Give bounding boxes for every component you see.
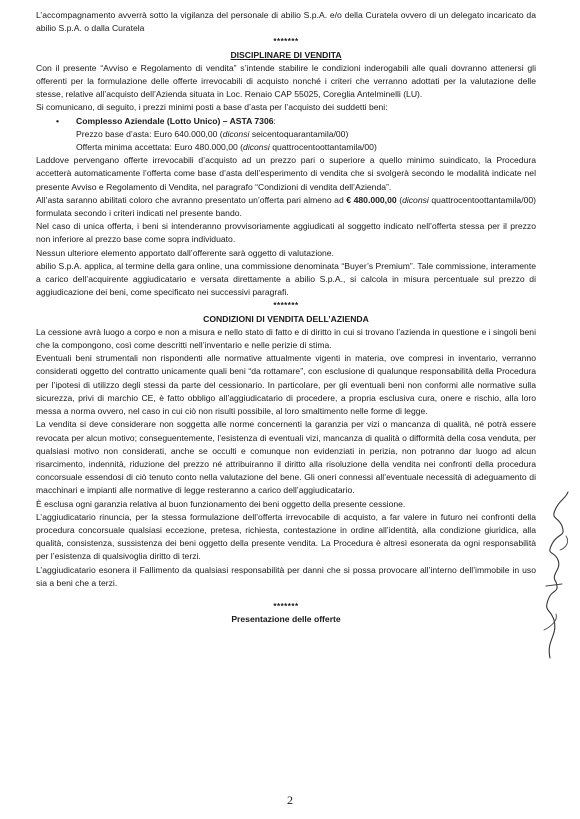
paragraph-nessun: Nessun ulteriore elemento apportato dall’offerente sarà oggetto di valutazione. xyxy=(36,247,334,258)
base-price-diconsi: diconsi xyxy=(222,128,250,139)
lot-title xyxy=(76,115,536,128)
page-number: 2 xyxy=(287,793,293,807)
asta-prefix: All’asta saranno abilitati coloro che avranno presentato un’offerta pari almeno ad xyxy=(36,194,347,205)
intro-paragraph: L’accompagnamento avverrà sotto la vigilanza del personale di abilio S.p.A. e/o della Curatela ovvero di un delegato incaricato da abilio S.p.A. o dalla Curatela xyxy=(36,10,536,34)
paragraph-rinuncia: L’aggiudicatario rinuncia, per la stessa formulazione dell’offerta irrevocabile di acquisto, a far valere in futuro nei confronti della procedura concorsuale qualsiasi eccezione, pretesa, richiesta, contestazione in ordine all’identità, alla condizione giuridica, alla qualità, consistenza, sussistenza dei beni oggetto della presente vendita. La Procedura è altresì esonerata da ogni responsabilità per l’esistenza di qualsivoglia diritto di terzi. xyxy=(36,511,536,562)
heading-disciplinare: DISCIPLINARE DI VENDITA xyxy=(230,49,342,60)
paragraph-comunicano: Si comunicano, di seguito, i prezzi minimi posti a base d’asta per l’acquisto dei suddetti beni: xyxy=(36,102,388,113)
paragraph-esclusa: È esclusa ogni garanzia relativa al buon funzionamento dei beni oggetto della presente cessione. xyxy=(36,498,406,509)
paragraph-asta xyxy=(36,194,536,220)
asta-amount: € 480.000,00 xyxy=(346,194,397,205)
base-price-prefix: Prezzo base d’asta: Euro 640.000,00 ( xyxy=(76,128,223,139)
page-body xyxy=(36,9,536,626)
section-separator: ******* xyxy=(273,601,299,611)
heading-condizioni: CONDIZIONI DI VENDITA DELL’AZIENDA xyxy=(203,313,369,324)
paragraph-eventuali: Eventuali beni strumentali non rispondenti alle normative attualmente vigenti in materia, ove compresi in inventario, verranno considerati oggetto del contratto unicamente quali beni “da rottamare”, con esclusione di qualunque responsabilità della Procedura per l’ipotesi di utilizzo degli stessi da parte del cessionario. In particolare, per gli eventuali beni non conformi alle normative sulla sicurezza, privi di marchio CE, è fatto obbligo all’aggiudicatario di procedere, a propria esclusiva cura, onere e rischio, alla loro messa a norma ovvero, nel caso in cui ciò non risulti possibile, al loro smaltimento nelle forme di legge. xyxy=(36,353,536,417)
lot-title-colon: : xyxy=(273,115,276,126)
min-offer-suffix: quattrocentoottantamila/00) xyxy=(269,142,377,153)
paragraph-vendita: La vendita si deve considerare non soggetta alle norme concernenti la garanzia per vizi o mancanza di qualità, né potrà essere revocata per alcun motivo; conseguentemente, l’esistenza di eventuali vizi, mancanza di qualità o difformità della cosa venduta, per qualsiasi motivo non considerati, anche se occulti e comunque non evidenziati in perizia, non potranno dar luogo ad alcun risarcimento, indennità, riduzione del prezzo né attribuiranno il diritto alla risoluzione della vendita nei confronti della procedura concorsuale essendosi di ciò tenuto conto nella valutazione del bene. Gli oneri connessi all’eventuale necessità di adeguamento di macchinari e impianti alle normative di legge resteranno a carico dell’aggiudicatario. xyxy=(36,419,536,496)
asta-open: ( xyxy=(396,194,403,205)
heading-presentazione: Presentazione delle offerte xyxy=(231,614,341,625)
paragraph-esonera: L’aggiudicatario esonera il Fallimento da qualsiasi responsabilità per danni che si possa provocare all’interno dell’immobile in uso sia a beni che a terzi. xyxy=(36,564,536,588)
min-offer-prefix: Offerta minima accettata: Euro 480.000,00 ( xyxy=(76,142,244,153)
section-separator: ******* xyxy=(273,37,299,47)
base-price-suffix: seicentoquarantamila/00) xyxy=(249,128,349,139)
asta-suffix: quattrocentoottantamila/00) formulata secondo i criteri indicati nel presente bando. xyxy=(36,194,537,219)
paragraph-cessione: La cessione avrà luogo a corpo e non a misura e nello stato di fatto e di diritto in cui si trovano l’azienda in questione e i singoli beni che la compongono, così come descritti nell’inventario e nelle perizie di stima. xyxy=(36,326,536,351)
asta-diconsi: diconsi xyxy=(402,194,429,205)
lot-title-text: • Complesso Aziendale (Lotto Unico) – ASTA 7306 xyxy=(76,116,274,126)
lot-bullet xyxy=(36,115,536,155)
spacer xyxy=(36,590,536,600)
paragraph-unica: Nel caso di unica offerta, i beni si intenderanno provvisoriamente aggiudicati al soggetto indicato nell’offerta stessa per il prezzo non inferiore al prezzo base come sopra individuato. xyxy=(36,221,536,245)
paragraph-presente: Con il presente “Avviso e Regolamento di vendita” s’intende stabilire le condizioni inderogabili alle quali dovranno attenersi gli offerenti per la formulazione delle offerte irrevocabili di acquisto nonché i criteri che verranno adottati per la valutazione delle stesse, relative all’acquisto dell’Azienda situata in Loc. Renaio CAP 55025, Coreglia Antelminelli (LU). xyxy=(36,62,536,100)
min-offer-line xyxy=(76,141,536,154)
handwritten-signature xyxy=(536,490,576,660)
section-separator: ******* xyxy=(273,301,299,311)
paragraph-laddove: Laddove pervengano offerte irrevocabili d’acquisto ad un prezzo pari o superiore a quello minimo suindicato, la Procedura accetterà automaticamente l’offerta come base d’asta dell’esperimento di vendita che si svolgerà secondo le modalità indicate nel presente Avviso e Regolamento di Vendita, nel paragrafo “Condizioni di vendita dell’Azienda”. xyxy=(36,155,536,192)
base-price-line xyxy=(76,128,536,141)
min-offer-diconsi: diconsi xyxy=(243,142,270,153)
paragraph-abilio: abilio S.p.A. applica, al termine della gara online, una commissione denominata “Buyer’s Premium”. Tale commissione, interamente a carico dell’acquirente aggiudicatario e versata direttamente a abilio S.p.A., si calcola in misura percentuale sul prezzo di aggiudicazione dei beni, come specificato nei successivi paragrafi. xyxy=(36,260,536,298)
